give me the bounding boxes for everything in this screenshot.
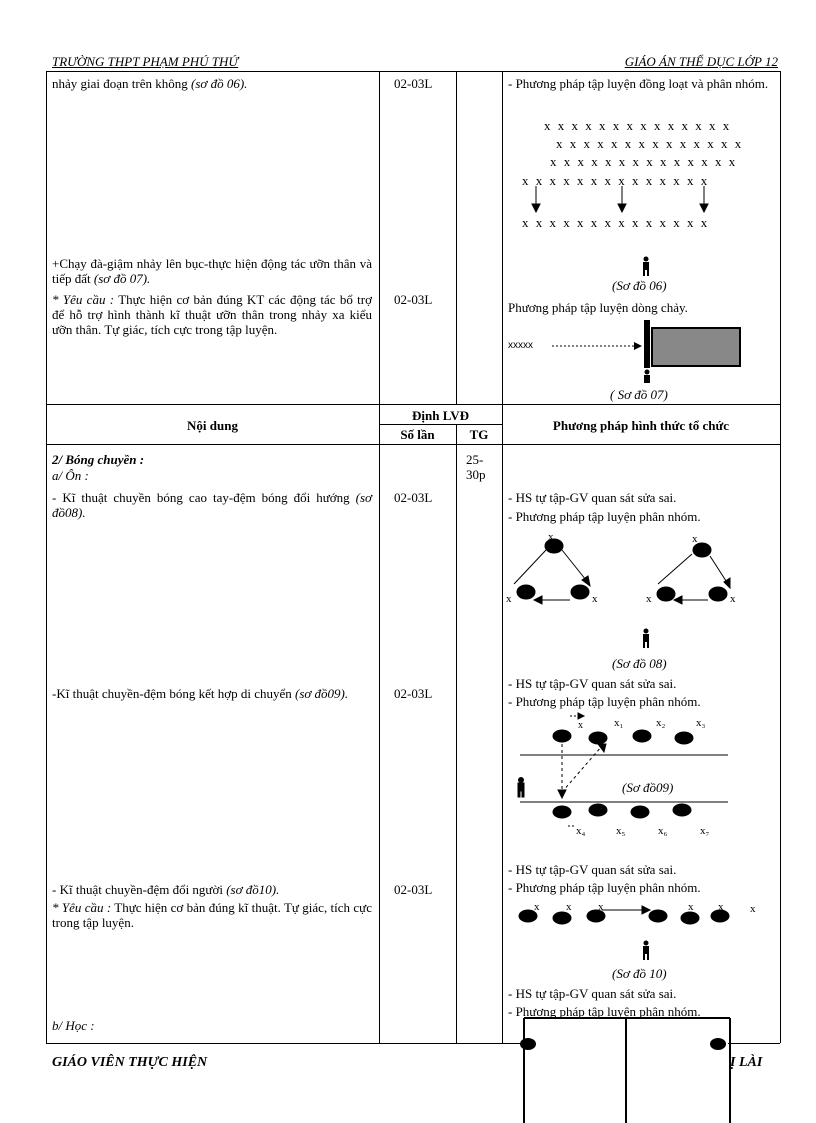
svg-text:x: x — [548, 531, 554, 543]
reps-row1: 02-03L — [394, 76, 433, 91]
formation-row: x x x x x x x x x x x x x x — [556, 136, 744, 151]
content-item2: -Kĩ thuật chuyền-đệm bóng kết hợp di chuyển (sơ đồ09). — [52, 686, 349, 701]
table-right-border — [780, 71, 781, 1043]
volleyball-title: 2/ Bóng chuyền : — [52, 452, 145, 467]
svg-text:x: x — [534, 901, 540, 913]
method-item3-a: - HS tự tập-GV quan sát sửa sai. — [508, 862, 677, 877]
caption-10: (Sơ đồ 10) — [612, 966, 667, 981]
caption-08: (Sơ đồ 08) — [612, 656, 667, 671]
footer-teacher: GIÁO VIÊN THỰC HIỆN — [52, 1055, 208, 1070]
svg-text:x₃: x₃ — [696, 717, 706, 729]
header-dinh-luong: Định LVĐ — [412, 408, 469, 423]
diagram-10 — [502, 898, 780, 928]
reps-item1: 02-03L — [394, 490, 433, 505]
caption-09: (Sơ đồ09) — [622, 780, 674, 795]
school-name: TRƯỜNG THPT PHẠM PHÚ THỨ — [52, 54, 239, 69]
svg-text:x: x — [692, 533, 698, 545]
svg-text:x₄: x₄ — [576, 825, 586, 837]
header-so-lan: Số lần — [400, 427, 435, 442]
reps-row2: 02-03L — [394, 292, 433, 307]
formation-row: x x x x x x x x x x x x x x — [522, 215, 710, 230]
svg-text:x: x — [730, 593, 736, 605]
svg-text:x: x — [750, 903, 756, 915]
svg-text:x₅: x₅ — [616, 825, 626, 837]
formation-row: x x x x x x x x x x x x x x — [544, 118, 732, 133]
method-item1-b: - Phương pháp tập luyện phân nhóm. — [508, 509, 701, 524]
runway-diagram — [502, 318, 780, 388]
reps-item3: 02-03L — [394, 882, 433, 897]
method-item2-b: - Phương pháp tập luyện phân nhóm. — [508, 694, 701, 709]
content-row2: +Chạy đà-giậm nhảy lên bục-thực hiện động tác ưỡn thân và tiếp đất (sơ đồ 07). — [52, 256, 372, 286]
header-bottom-border — [46, 444, 780, 445]
teacher-icon — [640, 628, 652, 648]
content-item1: - Kĩ thuật chuyền bóng cao tay-đệm bóng đổi hướng (sơ đồ08). — [52, 490, 372, 520]
svg-text:x₇: x₇ — [700, 825, 710, 837]
col-divider-1 — [379, 71, 380, 1043]
caption-06: (Sơ đồ 06) — [612, 278, 667, 293]
svg-text:x: x — [598, 901, 604, 913]
requirement-item3: * Yêu cầu : Thực hiện cơ bản đúng kĩ thuật. Tự giác, tích cực trong tập luyện. — [52, 900, 372, 930]
svg-text:x₁: x₁ — [614, 717, 624, 729]
method-item3-c: - HS tự tập-GV quan sát sửa sai. — [508, 986, 677, 1001]
diagram-09 — [502, 710, 780, 840]
review-subtitle: a/ Ôn : — [52, 468, 89, 483]
header-tg: TG — [469, 427, 489, 442]
svg-text:x: x — [506, 593, 512, 605]
diagram-07 — [502, 318, 780, 388]
time-value: 25-30p — [466, 452, 486, 482]
method-row2: Phương pháp tập luyện dòng chảy. — [508, 300, 688, 315]
court-diagram — [512, 1010, 742, 1123]
col-divider-2a — [456, 71, 457, 404]
svg-text:x: x — [646, 593, 652, 605]
runners-label: xxxxx — [508, 340, 533, 351]
svg-text:x: x — [718, 901, 724, 913]
svg-text:x: x — [578, 720, 583, 731]
subject-title: GIÁO ÁN THỂ DỤC LỚP 12 — [624, 54, 778, 69]
diagram-06 — [502, 110, 780, 260]
method-item2-a: - HS tự tập-GV quan sát sửa sai. — [508, 676, 677, 691]
diagram-08 — [502, 528, 780, 608]
method-item3-d: - Phương pháp tập luyện phân nhóm. — [508, 1004, 701, 1019]
movement-arrows — [502, 182, 780, 218]
caption-07: ( Sơ đồ 07) — [610, 387, 668, 402]
table-left-border — [46, 71, 47, 1043]
content-item3: - Kĩ thuật chuyền-đệm đổi người (sơ đồ10). — [52, 882, 280, 897]
svg-text:x: x — [566, 901, 572, 913]
reps-item2: 02-03L — [394, 686, 433, 701]
formation-row: x x x x x x x x x x x x x x — [522, 173, 710, 188]
header-subdivider — [379, 424, 502, 425]
svg-text:x₂: x₂ — [656, 717, 666, 729]
col-divider-2b — [456, 424, 457, 1043]
formation-row: x x x x x x x x x x x x x x — [550, 154, 738, 169]
content-row1: nhảy giai đoạn trên không (sơ đồ 06). — [52, 76, 248, 91]
table-divider — [46, 404, 780, 405]
requirement-row2: * Yêu cầu : Thực hiện cơ bản đúng KT các động tác bổ trợ để hỗ trợ hình thành kĩ thuật ưỡn thân trong nhảy xa kiểu ưỡn thân. Tự giác, tích cực trong tập luyện. — [52, 292, 372, 337]
svg-text:x: x — [688, 901, 694, 913]
teacher-icon — [640, 940, 652, 960]
method-item3-b: - Phương pháp tập luyện phân nhóm. — [508, 880, 701, 895]
header-content: Nội dung — [187, 418, 238, 433]
teacher-icon — [640, 256, 652, 276]
header-method: Phương pháp hình thức tổ chức — [552, 418, 730, 433]
svg-text:x: x — [592, 593, 598, 605]
method-item1-a: - HS tự tập-GV quan sát sửa sai. — [508, 490, 677, 505]
svg-text:x₆: x₆ — [658, 825, 668, 837]
method-row1: - Phương pháp tập luyện đồng loạt và phân nhóm. — [508, 76, 769, 91]
learn-subtitle: b/ Học : — [52, 1018, 95, 1033]
table-bottom-border-left — [46, 1043, 522, 1044]
footer-name: Ị LÀI — [730, 1055, 763, 1070]
table-top-border — [46, 71, 780, 72]
